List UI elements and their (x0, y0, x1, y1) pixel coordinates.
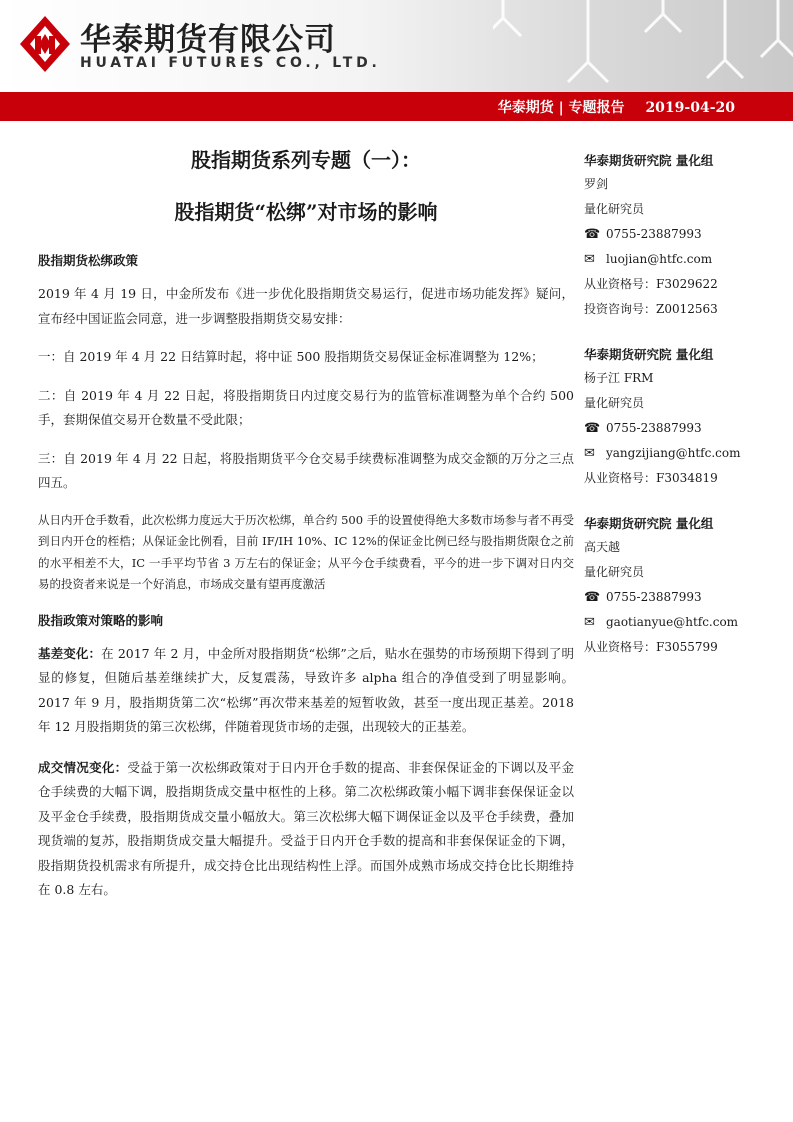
analyst-license: 从业资格号：F3055799 (584, 640, 718, 654)
analyst-org: 华泰期货研究院 量化组 (584, 153, 714, 168)
envelope-icon: ✉ (584, 252, 595, 267)
analyst-name: 高天越 (584, 540, 621, 554)
report-banner-text (498, 97, 735, 117)
envelope-icon: ✉ (584, 446, 595, 461)
report-date: 2019-04-20 (645, 100, 735, 116)
page-header (0, 0, 793, 92)
basis-label: 基差变化： (38, 645, 102, 661)
telephone-icon: ☎ (584, 227, 601, 242)
analyst-title: 量化研究员 (584, 565, 645, 579)
report-title-line2: 股指期货“松绑”对市场的影响 (174, 200, 438, 224)
paragraph: 一：自 2019 年 4 月 22 日结算时起，将中证 500 股指期货交易保证金标准调整为 12%； (38, 349, 544, 364)
section-heading-strategy: 股指政策对策略的影响 (38, 612, 164, 628)
analyst-card (584, 344, 784, 491)
envelope-icon: ✉ (584, 615, 595, 630)
analyst-phone-row (584, 222, 784, 247)
section-heading-policy: 股指期货松绑政策 (38, 253, 139, 268)
paragraph-basis (38, 642, 574, 740)
basis-text: 在 2017 年 2 月，中金所对股指期货“松绑”之后，贴水在强势的市场预期下得到了明显的修复，但随后基差继续扩大，反复震荡，导致许多 alpha 组合的净值受到了明显影响。2017 年 9 月，股指期货第二次“松绑”再次带来基差的短暂收敛，甚至一度出现正基差。2018 年 12 月股指期货的第三次松绑，伴随着现货市场的走强，出现较大的正基差。 (38, 645, 574, 734)
analyst-email-row (584, 441, 784, 466)
analyst-phone: 0755-23887993 (606, 421, 702, 435)
analyst-email[interactable]: gaotianyue@htfc.com (606, 615, 739, 629)
analyst-email-row (584, 247, 784, 272)
analyst-email[interactable]: luojian@htfc.com (606, 252, 713, 266)
analyst-phone-row (584, 585, 784, 610)
volume-label: 成交情况变化： (38, 759, 128, 775)
company-name-cn: 华泰期货有限公司 (80, 22, 336, 58)
analyst-license: 从业资格号：F3034819 (584, 471, 718, 485)
analyst-name: 杨子江 FRM (584, 371, 654, 385)
analyst-title: 量化研究员 (584, 396, 645, 410)
volume-text: 受益于第一次松绑政策对于日内开仓手数的提高、非套保保证金的下调以及平金仓手续费的大幅下调，股指期货成交量中枢性的上移。第二次松绑政策小幅下调非套保保证金以及平金仓手续费，股指期货成交量小幅放大。第三次松绑大幅下调保证金以及平仓手续费，叠加现货端的复苏，股指期货成交量大幅提升。受益于日内开仓手数的提高和非套保保证金的下调，股指期货投机需求有所提升，成交持仓比出现结构性上浮。而国外成熟市场成交持仓比长期维持在 0.8 左右。 (38, 759, 574, 897)
analyst-phone: 0755-23887993 (606, 590, 702, 604)
telephone-icon: ☎ (584, 590, 601, 605)
telephone-icon: ☎ (584, 421, 601, 436)
analyst-phone: 0755-23887993 (606, 227, 702, 241)
analyst-email[interactable]: yangzijiang@htfc.com (606, 446, 741, 460)
header-decoration (493, 0, 793, 92)
paragraph-volume (38, 756, 574, 903)
report-banner (0, 92, 793, 121)
analyst-org: 华泰期货研究院 量化组 (584, 516, 714, 531)
paragraph: 三：自 2019 年 4 月 22 日起，将股指期货平今仓交易手续费标准调整为成交金额的万分之三点四五。 (38, 450, 574, 490)
analyst-email-row (584, 610, 784, 635)
company-name-en: HUATAI FUTURES CO., LTD. (80, 55, 381, 71)
analyst-sidebar (584, 150, 784, 678)
report-title-line1: 股指期货系列专题（一）： (191, 148, 421, 172)
analyst-phone-row (584, 416, 784, 441)
report-tag: 华泰期货 | 专题报告 (497, 100, 625, 116)
analyst-name: 罗剑 (584, 177, 609, 191)
analyst-title: 量化研究员 (584, 202, 645, 216)
paragraph: 从日内开仓手数看，此次松绑力度远大于历次松绑，单合约 500 手的设置使得绝大多数市场参与者不再受到日内开仓的桎梏；从保证金比例看，目前 IF/IH 10%、IC 12%的保证金比例已经与股指期货限仓之前的水平相差不大，IC 一手平均节省 3 万左右的保证金；从平今仓手续费看，平今的进一步下调对日内交易的投资者来说是一个好消息，市场成交量有望再度激活 (38, 512, 574, 591)
paragraph: 2019 年 4 月 19 日，中金所发布《进一步优化股指期货交易运行，促进市场功能发挥》疑问，宣布经中国证监会同意，进一步调整股指期货交易安排： (38, 286, 574, 326)
paragraph: 二：自 2019 年 4 月 22 日起，将股指期货日内过度交易行为的监管标准调整为单个合约 500 手，套期保值交易开仓数量不受此限； (38, 387, 574, 427)
analyst-card (584, 150, 784, 322)
analyst-org: 华泰期货研究院 量化组 (584, 347, 714, 362)
main-content (38, 140, 574, 903)
analyst-consult: 投资咨询号：Z0012563 (584, 302, 718, 316)
analyst-license: 从业资格号：F3029622 (584, 277, 718, 291)
company-logo (18, 14, 72, 74)
analyst-card (584, 513, 784, 660)
